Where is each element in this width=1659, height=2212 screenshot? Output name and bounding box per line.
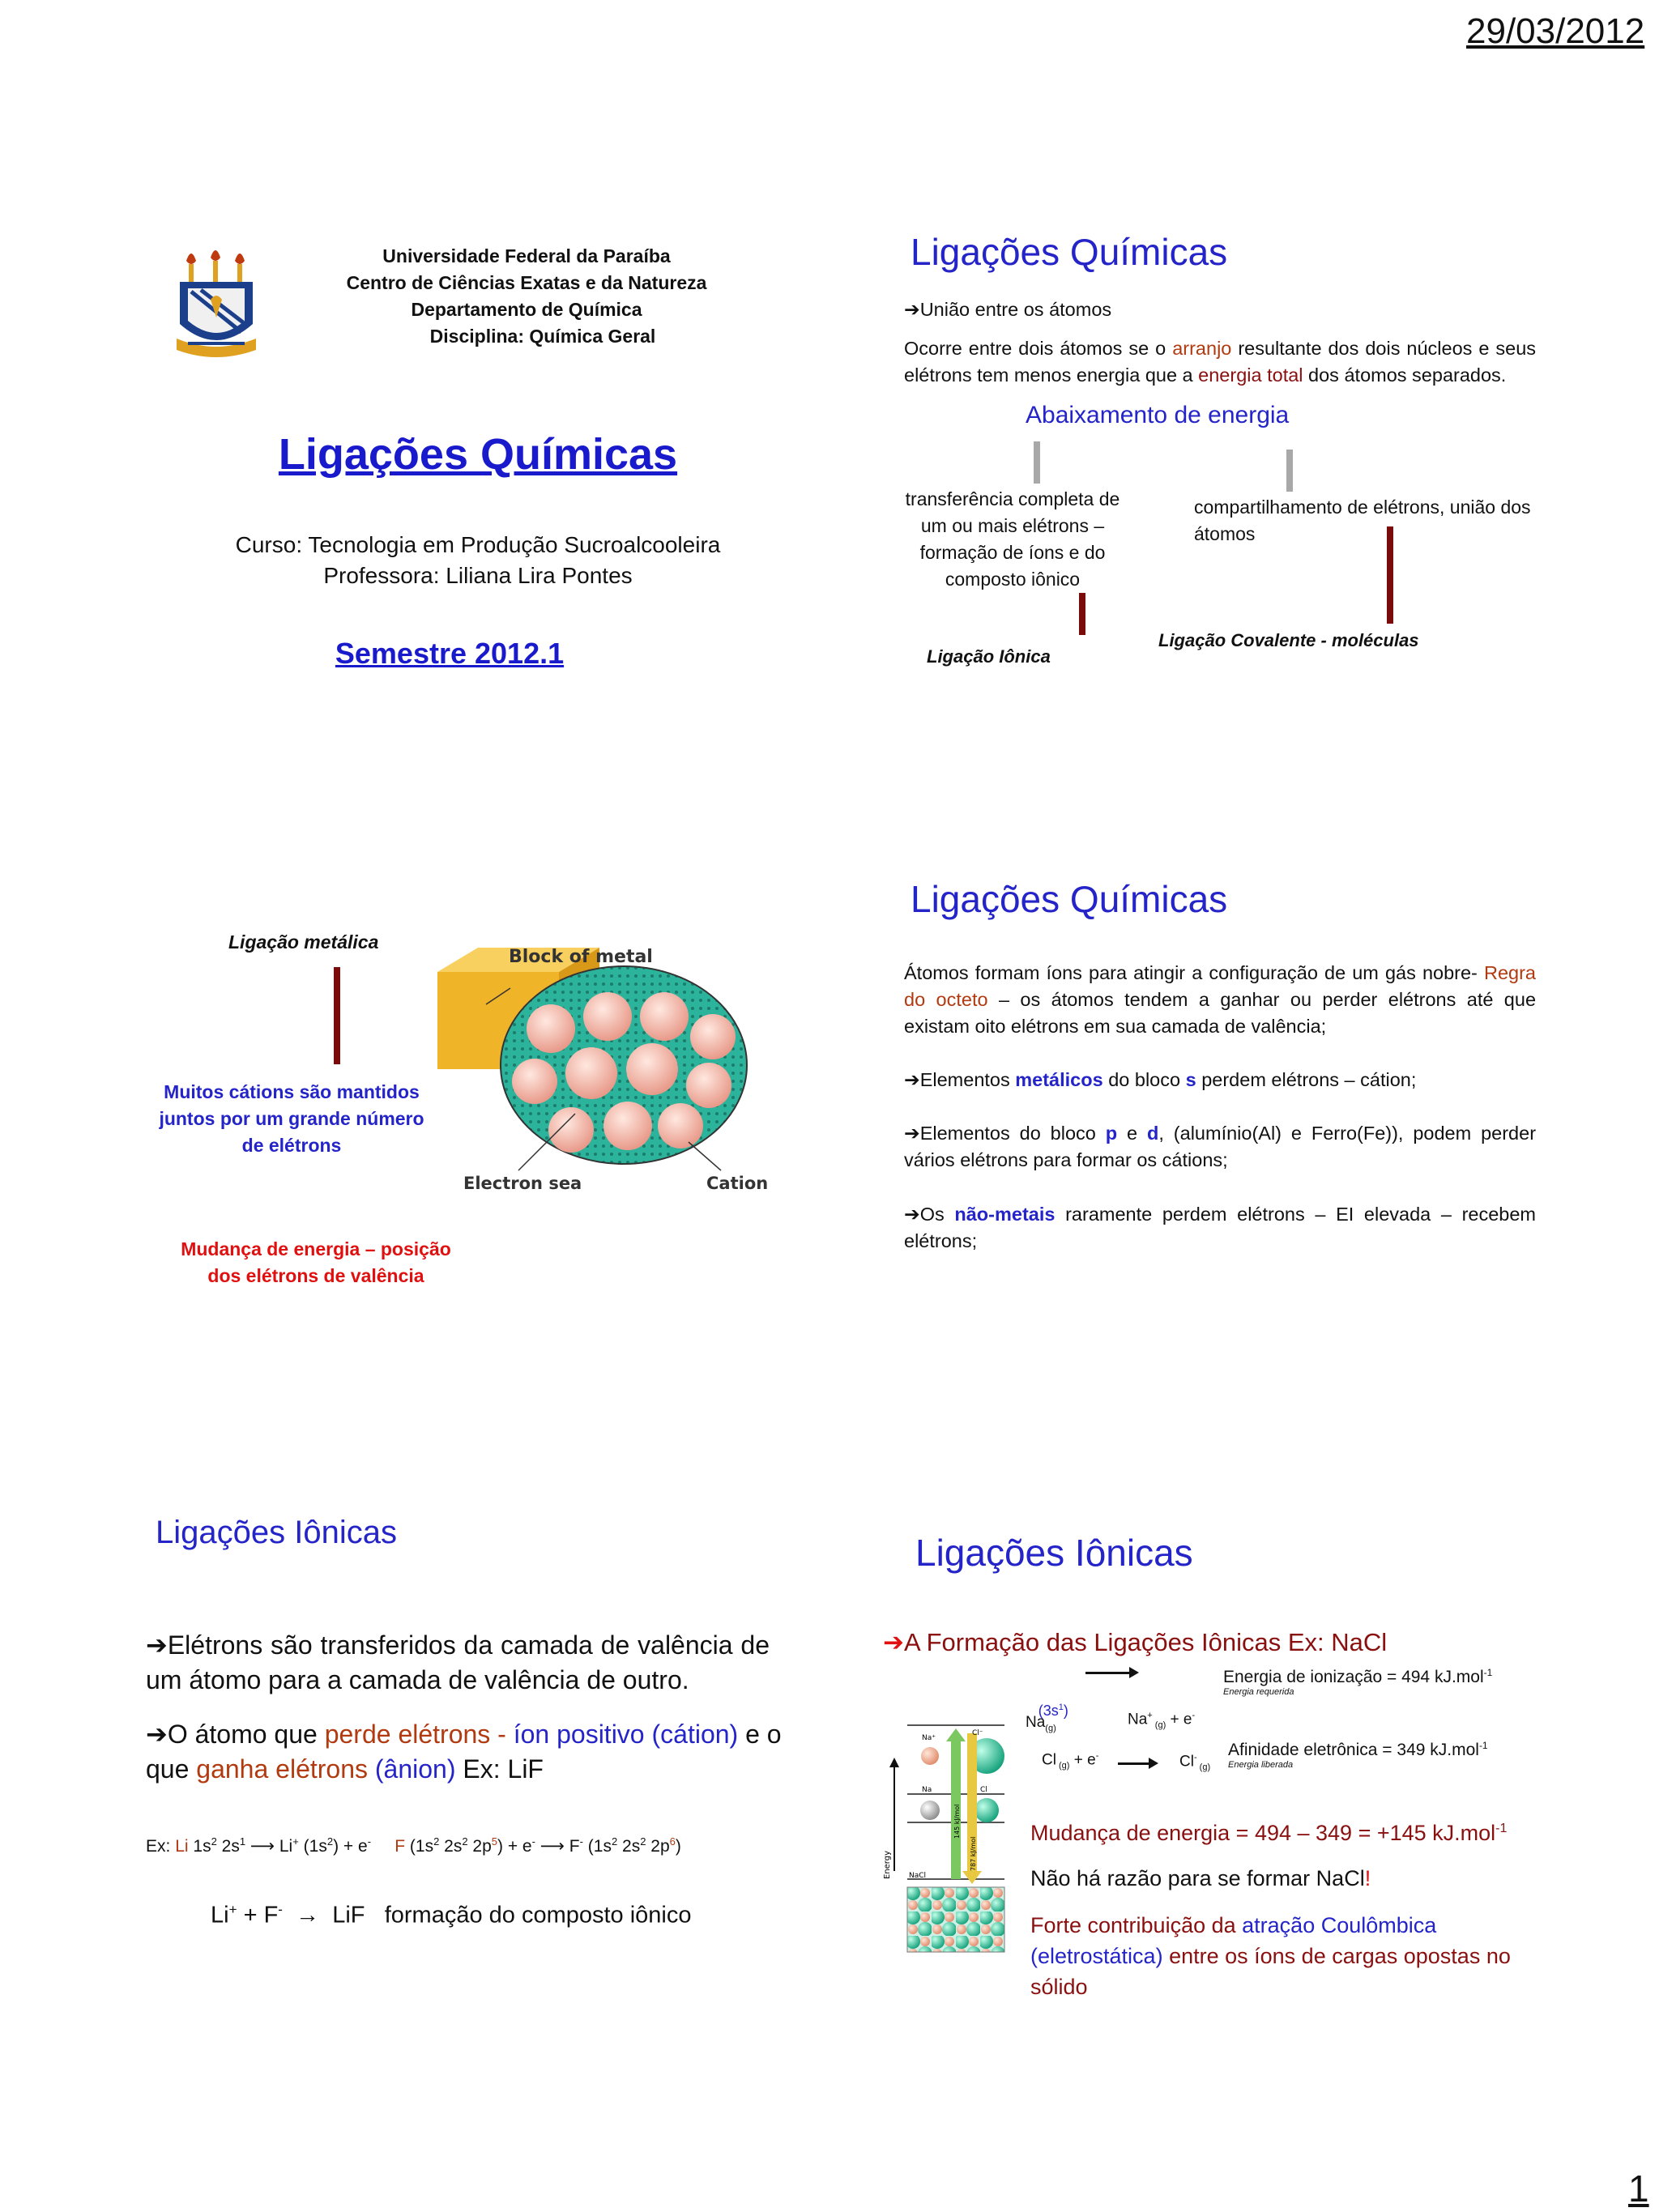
block-of-metal-label: Block of metal	[509, 947, 653, 967]
para-text: Forte contribuição da	[1030, 1913, 1236, 1937]
kj145-label: 145 kJ/mol	[953, 1804, 961, 1839]
arrow-bullet-icon: ➔	[904, 1069, 920, 1090]
config-text: (1s	[409, 1837, 434, 1856]
chloride-symbol: Cl	[1179, 1753, 1194, 1771]
chlorine-symbol: Cl	[1042, 1751, 1056, 1769]
bullet-nonmetals	[904, 1201, 1536, 1255]
ionic-bond-label: Ligação Iônica	[927, 646, 1051, 667]
connector-bar	[1387, 526, 1393, 624]
kj787-label: 787 kJ/mol	[970, 1836, 977, 1871]
sodium-atom: $Na_{(g)}(3s^1)$	[1026, 1703, 1068, 1733]
lif-formation-reaction: Li+ + F- → LiF formação do composto iônico	[211, 1902, 692, 1929]
octet-paragraph	[904, 960, 1536, 1040]
no-reason-text: Não há razão para se formar NaCl	[1030, 1866, 1365, 1890]
slide-1-title: Ligações Químicas	[278, 430, 678, 479]
arrow-bullet-icon: ➔	[146, 1720, 168, 1749]
para-text: – os átomos tendem a ganhar ou perder elétrons até que existam oito elétrons em sua camada de valência;	[904, 989, 1537, 1037]
energy-lowering-label: Abaixamento de energia	[1026, 402, 1290, 428]
discipline-line: Disciplina: Química Geral	[429, 326, 656, 347]
para-text: resultante dos dois núcleos e seus elétrons tem menos energia que a	[904, 338, 1537, 386]
arrowhead-icon	[1149, 1758, 1158, 1769]
fluorine-symbol: F	[394, 1837, 406, 1856]
course-info	[130, 530, 826, 591]
arrow-bullet-icon: ➔	[883, 1628, 904, 1656]
covalent-description: compartilhamento de elétrons, união dos átomos	[1194, 497, 1531, 544]
cation-label: Cation	[706, 1174, 769, 1193]
ionization-text: Energia de ionização = 494 kJ.mol	[1223, 1668, 1484, 1686]
bullet-text: O átomo que	[167, 1720, 318, 1749]
bullet-text: União entre os átomos	[919, 299, 1112, 320]
reaction-arrow-icon: ⟶	[539, 1837, 565, 1856]
electron-text: + e	[507, 1837, 532, 1856]
slide-3	[154, 931, 769, 1296]
slide-2	[891, 211, 1539, 713]
anion-highlight: (ânion)	[374, 1754, 456, 1784]
university-line: Universidade Federal da Paraíba	[382, 245, 671, 266]
block-s-highlight: s	[1185, 1069, 1196, 1090]
electron-affinity: Afinidade eletrônica = 349 kJ.mol$^{-1}$ Energia liberada	[1228, 1740, 1488, 1770]
slide-5	[146, 1515, 794, 1952]
reaction-arrow-icon	[1118, 1762, 1150, 1765]
reactant-li: Li	[211, 1902, 229, 1929]
reaction-description: formação do composto iônico	[384, 1902, 692, 1929]
chloride-ion: Cl- $_{(g)}$	[1179, 1753, 1211, 1773]
arrow-bullet-icon: ➔	[904, 1204, 920, 1225]
bullet-text: perdem elétrons – cátion;	[1201, 1069, 1417, 1090]
energy-axis-label: Energy	[883, 1850, 892, 1879]
config-text: 1s	[193, 1837, 211, 1856]
born-haber-diagram	[883, 1717, 1021, 1960]
coulomb-paragraph	[1030, 1910, 1549, 2002]
cl-label: Cl	[980, 1786, 987, 1794]
coulomb-highlight: atração Coulômbica (eletrostática)	[1030, 1913, 1437, 1968]
bullet-text: Ex: LiF	[463, 1754, 544, 1784]
professor-line: Professora: Liliana Lira Pontes	[323, 563, 633, 588]
loses-electrons-highlight: perde elétrons -	[324, 1720, 506, 1749]
nonmetals-highlight: não-metais	[954, 1204, 1056, 1225]
block-d-highlight: d	[1147, 1123, 1159, 1144]
bullet-cation-anion	[146, 1717, 786, 1787]
bullet-transfer	[146, 1628, 770, 1698]
bullet-metals	[904, 1067, 1536, 1093]
university-header	[292, 243, 761, 350]
slide-6-subtitle	[883, 1628, 1387, 1657]
reaction-arrow-icon: →	[296, 1902, 320, 1929]
block-p-highlight: p	[1105, 1123, 1118, 1144]
sodium-config: (3s	[1038, 1703, 1059, 1719]
no-reason-line	[1030, 1866, 1371, 1891]
slide-4-title: Ligações Químicas	[911, 878, 1228, 920]
metallic-highlight: metálicos	[1015, 1069, 1103, 1090]
bullet-text: e o que	[146, 1720, 782, 1784]
connector-bar	[1034, 441, 1040, 484]
metal-block-figure	[421, 940, 891, 1199]
department-line: Departamento de Química	[411, 299, 642, 320]
arrow-bullet-icon: ➔	[904, 299, 920, 320]
cations-description: Muitos cátions são mantidos juntos por um grande número de elétrons	[159, 1081, 424, 1156]
connector-bar	[1286, 450, 1293, 492]
affinity-text: Afinidade eletrônica = 349 kJ.mol	[1228, 1741, 1479, 1759]
energy-change-text: Mudança de energia = 494 – 349 = +145 kJ.mol	[1030, 1821, 1496, 1845]
page-number: 1	[1628, 2167, 1649, 2210]
bullet-union	[904, 296, 1111, 323]
sodium-symbol: Na	[1026, 1714, 1046, 1731]
bullet-text: Os	[919, 1204, 945, 1225]
connector-bar	[1079, 593, 1085, 635]
sodium-ion-reaction: Na+ $_{(g)}$ + e-	[1128, 1711, 1196, 1731]
nacl-label: NaCl	[909, 1872, 927, 1880]
chlorine-atom: Cl $_{(g)}$ + e-	[1042, 1751, 1099, 1771]
reaction-arrow-icon: ⟶	[249, 1837, 275, 1856]
bullet-pd-block	[904, 1120, 1536, 1174]
octet-rule-highlight: Regra do octeto	[904, 962, 1536, 1010]
para-highlight-arranjo: arranjo	[1172, 338, 1232, 359]
config-text: (1s	[587, 1837, 612, 1856]
covalent-bond-label: Ligação Covalente - moléculas	[1158, 630, 1419, 650]
ionization-energy: Energia de ionização = 494 kJ.mol$^{-1}$ Energia requerida	[1223, 1667, 1493, 1697]
lithium-ion: Li	[279, 1837, 293, 1856]
intro-paragraph	[904, 335, 1536, 389]
reaction-arrow-icon	[1085, 1672, 1134, 1674]
lif-configuration-example: Ex: Li $1s^2$ $2s^1$ ⟶ Li+ $(1s^2) + e^-$ F ($1s^2$ $2s^2$ $2p^5) + e^-$ ⟶ F- ($1s^2$ $2s^2$ $2p^6$)	[146, 1835, 681, 1856]
slide-1	[130, 211, 826, 713]
cl-minus-label: Cl⁻	[972, 1729, 983, 1737]
subtitle-text: A Formação das Ligações Iônicas Ex: NaCl	[903, 1628, 1388, 1656]
gains-electrons-highlight: ganha elétrons	[196, 1754, 368, 1784]
para-text: entre os íons de cargas opostas no sólido	[1030, 1944, 1511, 1999]
para-highlight-energia: energia total	[1198, 364, 1303, 386]
na-plus-label: Na⁺	[922, 1734, 936, 1742]
university-crest-icon	[168, 243, 264, 364]
reactant-f: + F	[243, 1902, 279, 1929]
example-prefix: Ex:	[146, 1837, 171, 1856]
metallic-bond-label: Ligação metálica	[228, 931, 379, 953]
para-text: Ocorre entre dois átomos se o	[904, 338, 1166, 359]
para-text: dos átomos separados.	[1308, 364, 1507, 386]
config-text: (1s	[303, 1837, 327, 1856]
electron-text: + e	[343, 1837, 368, 1856]
lithium-symbol: Li	[175, 1837, 189, 1856]
slide-5-title: Ligações Iônicas	[156, 1515, 397, 1550]
slide-2-title: Ligações Químicas	[911, 231, 1228, 273]
para-text: Átomos formam íons para atingir a configuração de um gás nobre-	[904, 962, 1478, 983]
cation-highlight: íon positivo (cátion)	[513, 1720, 739, 1749]
bullet-text: raramente perdem elétrons – EI elevada – recebem elétrons;	[904, 1204, 1537, 1251]
semester-label: Semestre 2012.1	[335, 637, 565, 670]
electron-sea-label: Electron sea	[463, 1174, 582, 1193]
product-lif: LiF	[332, 1902, 365, 1929]
arrow-bullet-icon: ➔	[904, 1123, 920, 1144]
slide-6-title: Ligações Iônicas	[915, 1532, 1193, 1574]
bullet-text: do bloco	[1108, 1069, 1181, 1090]
connector-bar	[334, 967, 340, 1064]
bullet-text: , (alumínio(Al) e Ferro(Fe)), podem perder vários elétrons para formar os cátions;	[904, 1123, 1537, 1170]
sodium-ion: Na	[1128, 1711, 1148, 1728]
ionization-note: Energia requerida	[1223, 1687, 1294, 1697]
bullet-text: Elétrons são transferidos da camada de valência de um átomo para a camada de valência de outro.	[146, 1630, 770, 1694]
bullet-text: Elementos do bloco	[919, 1123, 1096, 1144]
ionic-description: transferência completa de um ou mais elétrons – formação de íons e do composto iônico	[905, 488, 1120, 590]
na-label: Na	[922, 1786, 932, 1794]
center-line: Centro de Ciências Exatas e da Natureza	[346, 272, 707, 293]
bullet-text: e	[1127, 1123, 1138, 1144]
document-date: 29/03/2012	[1466, 11, 1645, 51]
exclamation: !	[1364, 1866, 1371, 1890]
arrowhead-icon	[1129, 1667, 1139, 1678]
course-line: Curso: Tecnologia em Produção Sucroalcooleira	[235, 532, 721, 557]
energy-change-description: Mudança de energia – posição dos elétrons de valência	[181, 1238, 451, 1286]
fluoride-ion: F	[569, 1837, 580, 1856]
arrow-bullet-icon: ➔	[146, 1630, 168, 1660]
affinity-note: Energia liberada	[1228, 1760, 1294, 1770]
energy-change-line: Mudança de energia = 494 – 349 = +145 kJ.mol$^{-1}$	[1030, 1821, 1508, 1845]
bullet-text: Elementos	[919, 1069, 1010, 1090]
